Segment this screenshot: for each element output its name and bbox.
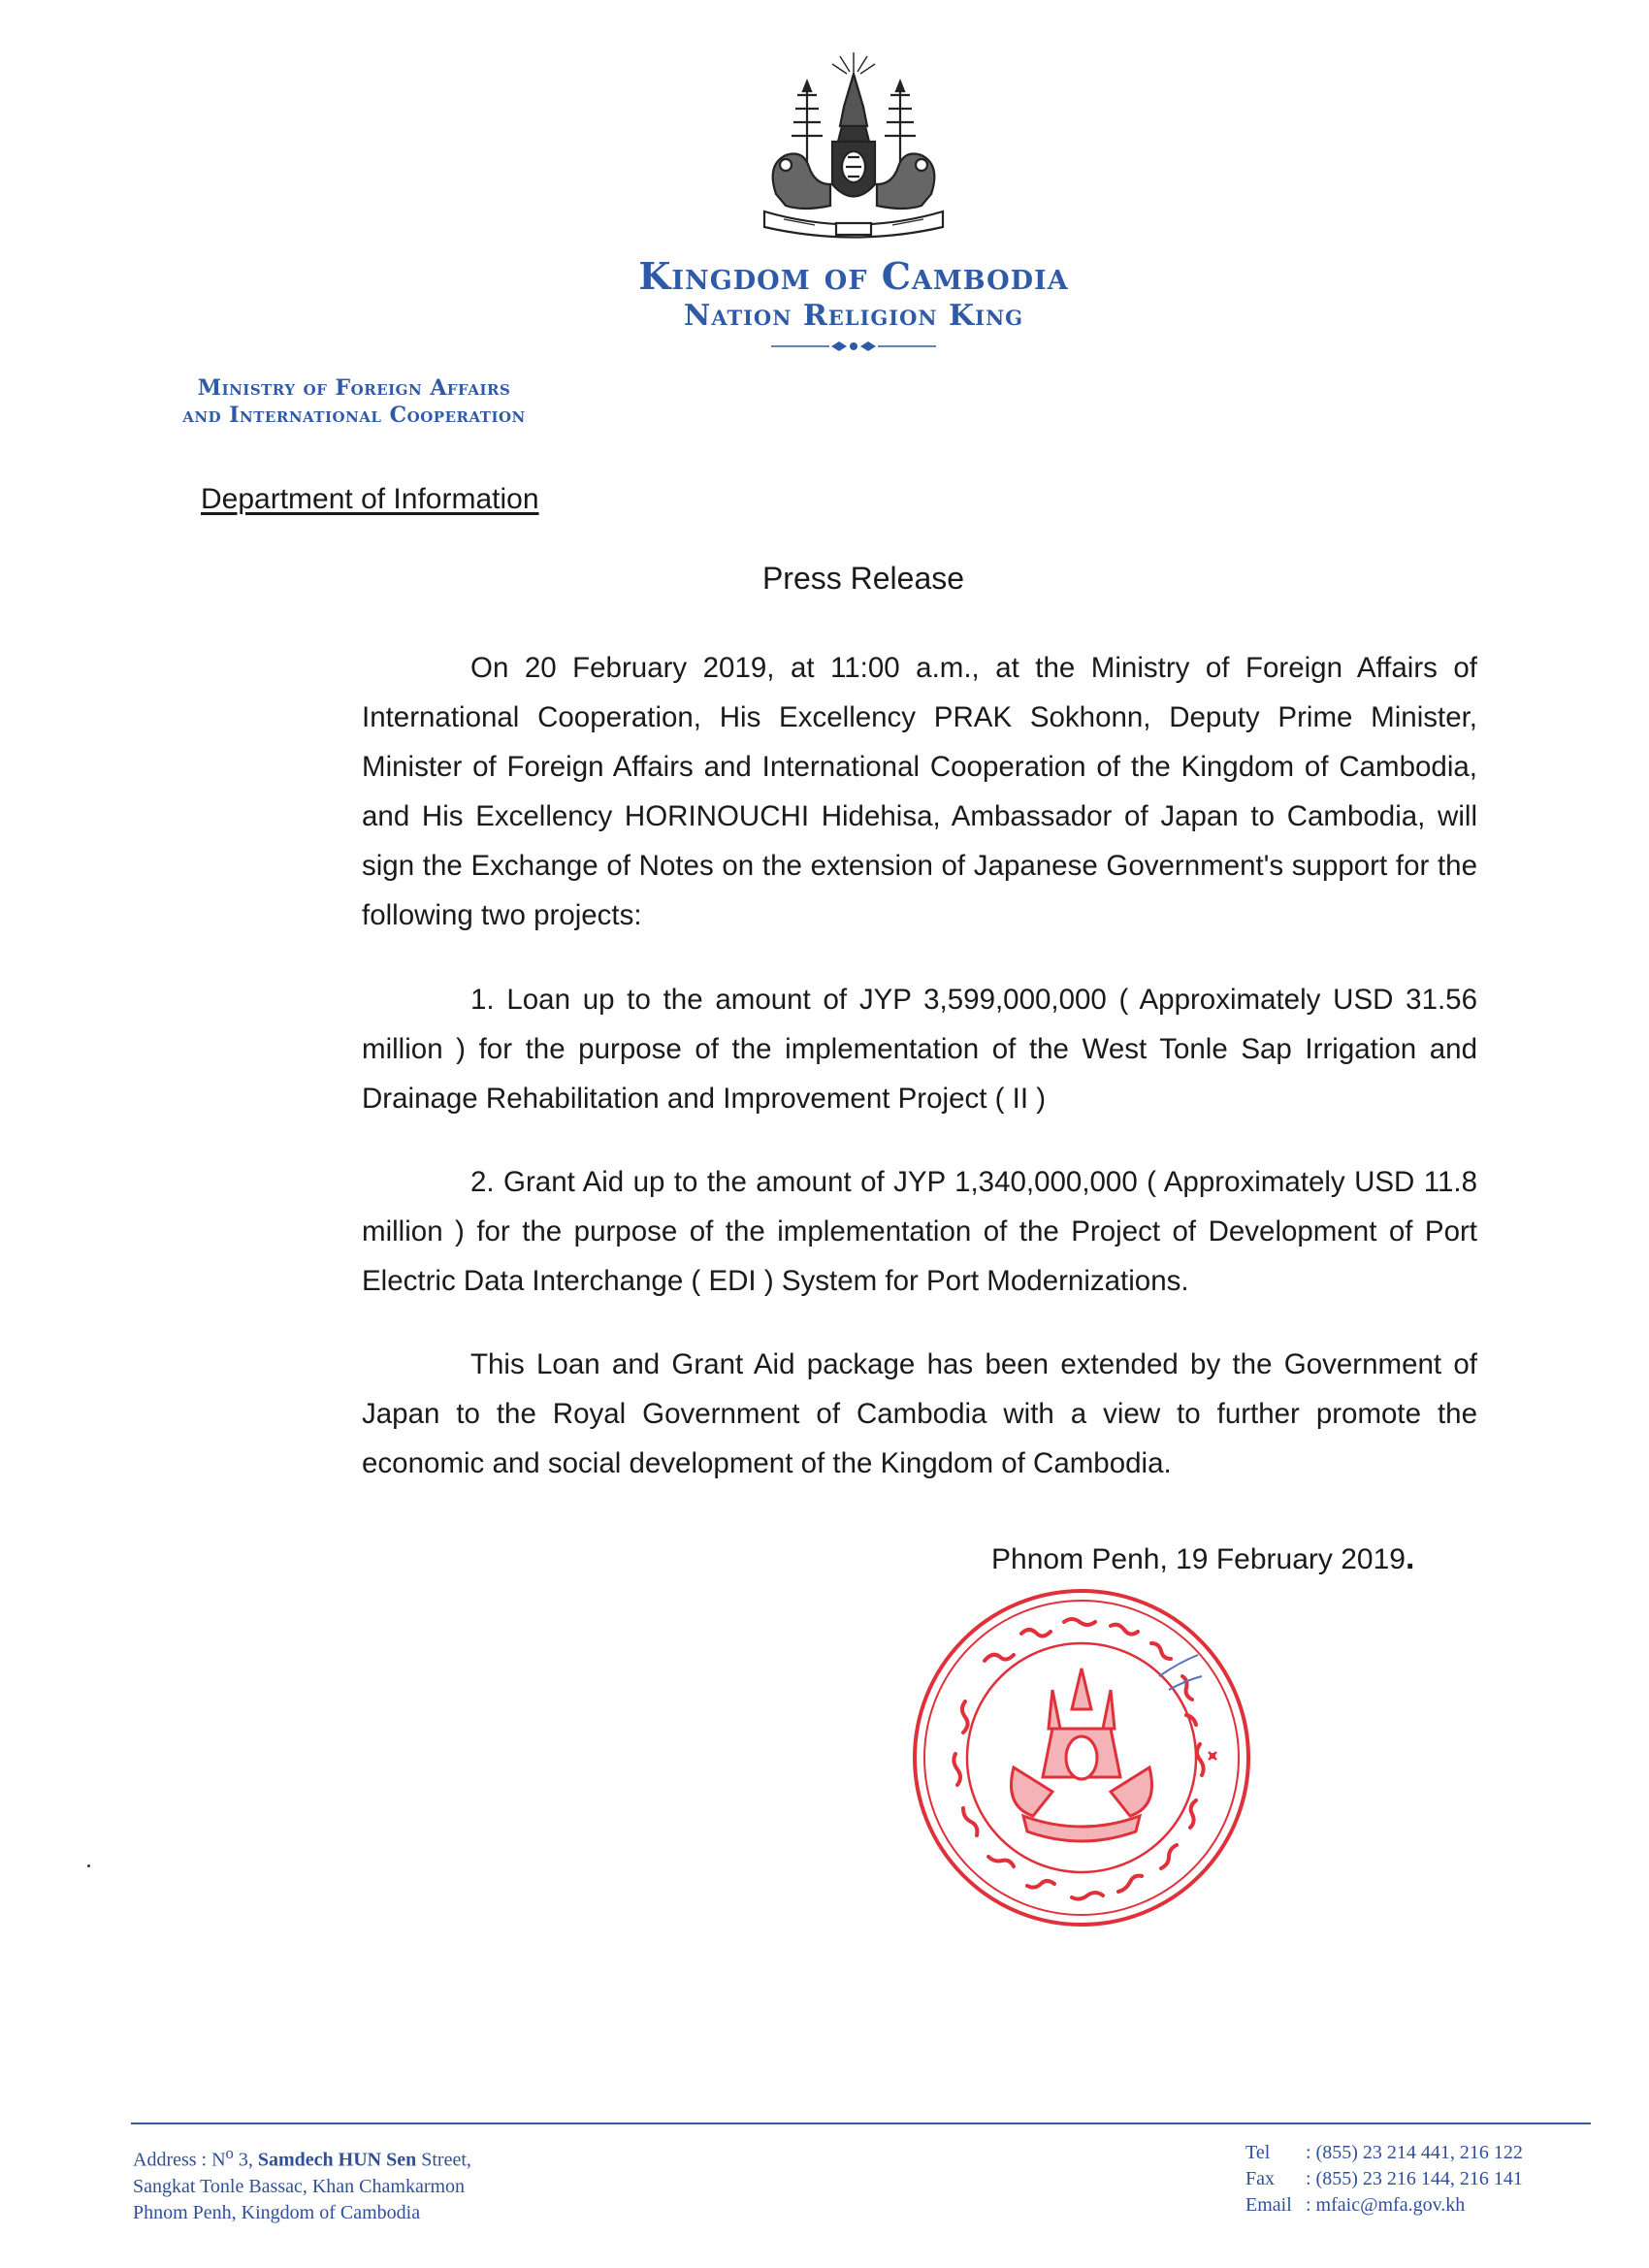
ministry-name xyxy=(112,374,597,429)
footer-address xyxy=(133,2140,471,2226)
tel-label: Tel xyxy=(1245,2142,1271,2163)
official-name-cambodia: PRAK Sokhonn xyxy=(933,701,1144,733)
footer-contact xyxy=(1245,2140,1523,2219)
email-label: Email xyxy=(1245,2194,1292,2216)
address-number: 3, xyxy=(233,2149,258,2171)
fax-value: : (855) 23 216 144, 216 141 xyxy=(1306,2168,1523,2189)
contact-email xyxy=(1245,2192,1523,2219)
intro-paragraph xyxy=(362,643,1477,940)
project-item-2 xyxy=(362,1157,1477,1306)
official-name-japan: HORINOUCHI Hidehisa xyxy=(624,800,933,832)
ministry-line-2: and International Cooperation xyxy=(182,403,526,428)
address-street-suffix: Street, xyxy=(416,2149,471,2171)
national-motto: Nation Religion King xyxy=(683,299,1024,333)
project-item-2-text: 2. Grant Aid up to the amount of JYP 1,340,000,000 ( Approximately USD 11.8 million ) for the purpose of the implementation of the Project of Development of Port Electric Data Interchange ( EDI ) System for Port Modernizations. xyxy=(362,1166,1477,1297)
ministry-seal-icon xyxy=(907,1583,1256,1932)
place-date-text: Phnom Penh, 19 February 2019 xyxy=(991,1543,1406,1575)
kingdom-title: Kingdom of Cambodia xyxy=(638,254,1069,298)
email-link[interactable]: : mfaic@mfa.gov.kh xyxy=(1306,2194,1466,2216)
place-date-end: . xyxy=(1405,1539,1415,1576)
address-line-1 xyxy=(133,2140,471,2174)
footer-divider xyxy=(131,2122,1591,2124)
royal-arms-icon xyxy=(747,49,960,247)
address-label: Address : N xyxy=(133,2149,226,2171)
department-heading: Department of Information xyxy=(201,483,539,515)
document-title: Press Release xyxy=(761,561,965,596)
contact-fax xyxy=(1245,2166,1523,2192)
fax-label: Fax xyxy=(1245,2168,1275,2189)
scan-speck xyxy=(87,1864,90,1867)
place-and-date xyxy=(991,1539,1414,1577)
tel-value: : (855) 23 214 441, 216 122 xyxy=(1306,2142,1523,2163)
intro-text-a: On 20 February 2019, at 11:00 a.m., at the Ministry of Foreign Affairs of International Cooperation, His Excellency xyxy=(362,652,1477,733)
ministry-line-1: Ministry of Foreign Affairs xyxy=(197,375,511,401)
intro-text-c: , Ambassador of Japan to Cambodia, will sign the Exchange of Notes on the extension of Japanese Government's support for the following two projects: xyxy=(362,800,1478,931)
address-street-name: Samdech HUN Sen xyxy=(257,2149,417,2171)
contact-tel xyxy=(1245,2140,1523,2166)
address-line-3: Phnom Penh, Kingdom of Cambodia xyxy=(133,2201,421,2223)
closing-text: This Loan and Grant Aid package has been extended by the Government of Japan to the Royal Government of Cambodia with a view to further promote the economic and social development of the Kingdom of Cambodia. xyxy=(362,1348,1477,1479)
intro-text-b: , Deputy Prime Minister, Minister of Foreign Affairs and International Cooperation of the Kingdom of Cambodia, and His Excellency xyxy=(362,701,1477,832)
project-item-1-text: 1. Loan up to the amount of JYP 3,599,000,000 ( Approximately USD 31.56 million ) for the purpose of the implementation of the West Tonle Sap Irrigation and Drainage Rehabilitation and Improvement Project ( II ) xyxy=(362,984,1477,1115)
decorative-divider-icon xyxy=(771,340,936,353)
address-number-sup: o xyxy=(225,2144,234,2162)
closing-paragraph xyxy=(362,1340,1477,1488)
project-item-1 xyxy=(362,975,1477,1123)
address-line-2: Sangkat Tonle Bassac, Khan Chamkarmon xyxy=(133,2175,466,2197)
